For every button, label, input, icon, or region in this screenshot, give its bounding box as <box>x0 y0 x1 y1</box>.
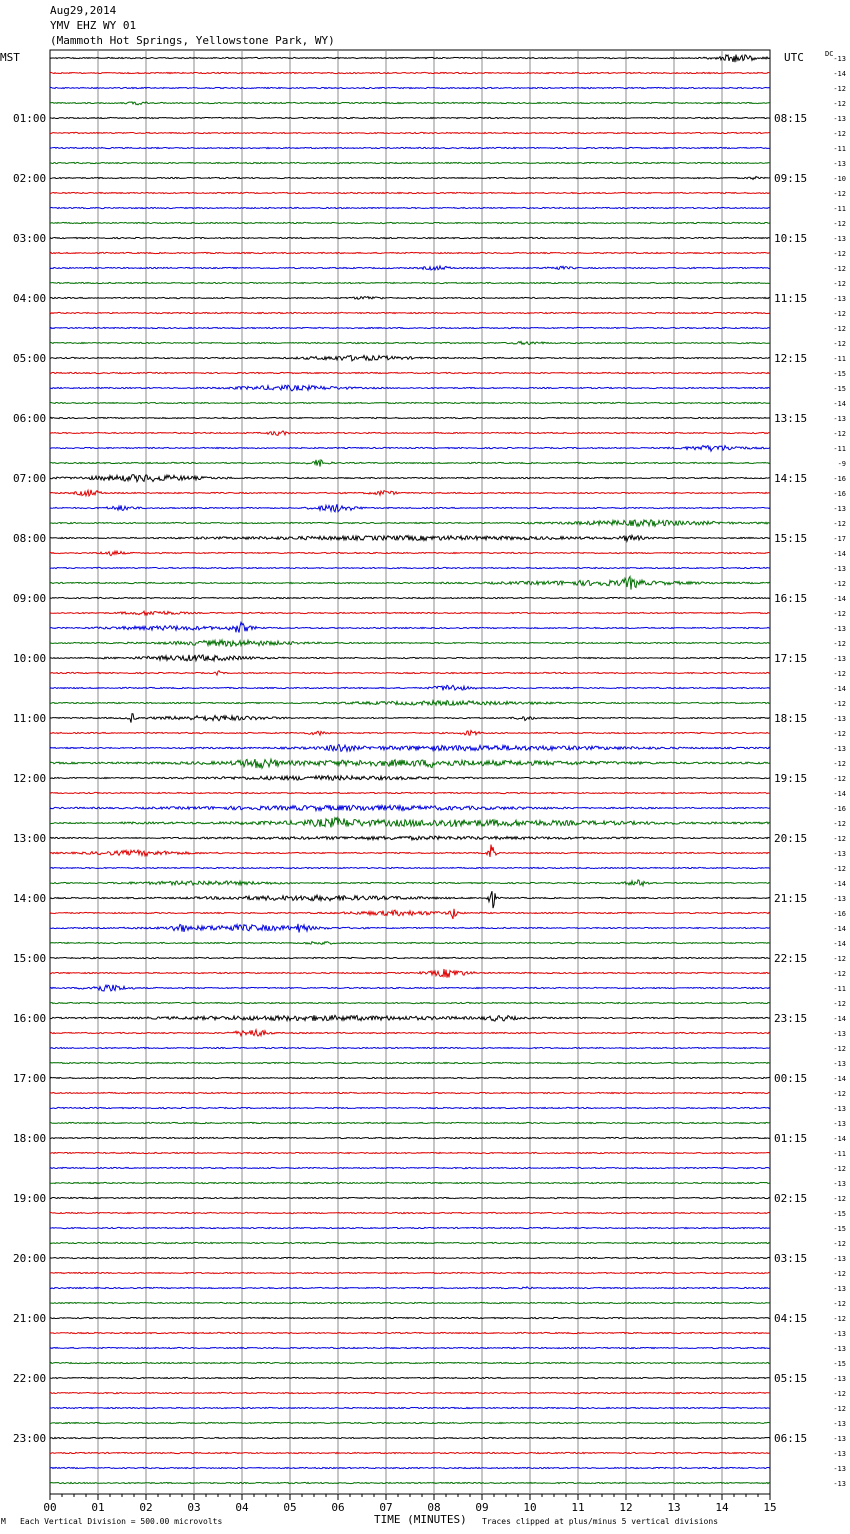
trace-line <box>50 1272 770 1273</box>
utc-hour-labels <box>774 112 807 1445</box>
x-tick-label: 00 <box>43 1501 57 1514</box>
x-tick-label: 05 <box>283 1501 297 1514</box>
dc-offset-label: -12 <box>833 970 846 978</box>
x-tick-label: 02 <box>139 1501 153 1514</box>
dc-offset-label: -13 <box>833 1285 846 1293</box>
trace-line <box>50 266 770 270</box>
trace-line <box>50 385 770 391</box>
mst-hour-label: 07:00 <box>13 472 47 485</box>
trace-line <box>50 1062 770 1063</box>
trace-line <box>50 714 770 723</box>
dc-offset-label: -14 <box>833 925 846 933</box>
utc-hour-label: 23:15 <box>774 1012 808 1025</box>
trace-line <box>50 1002 770 1003</box>
mst-hour-label: 01:00 <box>13 112 47 125</box>
dc-offset-label: -12 <box>833 220 846 228</box>
dc-offset-label: -12 <box>833 1270 846 1278</box>
dc-offset-label: -12 <box>833 100 846 108</box>
dc-offset-label: -16 <box>833 910 846 918</box>
trace-line <box>50 836 770 840</box>
trace-line <box>50 341 770 344</box>
mst-hour-label: 12:00 <box>13 772 47 785</box>
utc-hour-label: 09:15 <box>774 172 808 185</box>
date-title: Aug29,2014 <box>50 4 117 17</box>
trace-line <box>50 1122 770 1123</box>
dc-offset-label: -13 <box>833 235 846 243</box>
utc-hour-label: 15:15 <box>774 532 808 545</box>
dc-offset-label: -10 <box>833 175 846 183</box>
trace-line <box>50 1317 770 1318</box>
dc-offset-label: -12 <box>833 1315 846 1323</box>
trace-line <box>50 446 770 452</box>
utc-hour-label: 11:15 <box>774 292 808 305</box>
trace-line <box>50 1362 770 1363</box>
utc-hour-label: 22:15 <box>774 952 808 965</box>
trace-line <box>50 460 770 467</box>
trace-line <box>50 567 770 568</box>
dc-offset-label: -13 <box>833 745 846 753</box>
trace-line <box>50 132 770 133</box>
dc-offset-label: -13 <box>833 1480 846 1488</box>
trace-line <box>50 1437 770 1438</box>
trace-line <box>50 192 770 193</box>
x-tick-label: 15 <box>763 1501 777 1514</box>
trace-line <box>50 117 770 118</box>
utc-hour-label: 21:15 <box>774 892 808 905</box>
trace-line <box>50 87 770 88</box>
dc-offset-label: -12 <box>833 325 846 333</box>
mst-hour-label: 02:00 <box>13 172 47 185</box>
dc-offset-label: -13 <box>833 715 846 723</box>
dc-offset-label: -14 <box>833 790 846 798</box>
dc-offset-label: -13 <box>833 1345 846 1353</box>
trace-line <box>50 520 770 526</box>
trace-line <box>50 72 770 73</box>
utc-hour-label: 12:15 <box>774 352 808 365</box>
trace-line <box>50 818 770 828</box>
dc-offset-label: -14 <box>833 940 846 948</box>
trace-line <box>50 490 770 496</box>
dc-offset-label: -11 <box>833 985 846 993</box>
trace-line <box>50 177 770 180</box>
dc-offset-label: -12 <box>833 610 846 618</box>
location-title: (Mammoth Hot Springs, Yellowstone Park, WY) <box>50 34 335 47</box>
dc-offset-label: -13 <box>833 565 846 573</box>
dc-offset-label: -12 <box>833 865 846 873</box>
x-axis <box>43 1494 776 1514</box>
trace-line <box>50 1242 770 1243</box>
dc-offset-label: -12 <box>833 1300 846 1308</box>
trace-line <box>50 1347 770 1348</box>
dc-offset-label: -15 <box>833 1225 846 1233</box>
dc-offset-label: -12 <box>833 85 846 93</box>
trace-line <box>50 535 770 541</box>
dc-offset-label: -12 <box>833 340 846 348</box>
footer-mark: M <box>1 1517 6 1526</box>
mst-hour-label: 18:00 <box>13 1132 47 1145</box>
dc-offset-label: -13 <box>833 415 846 423</box>
dc-offset-label: -12 <box>833 430 846 438</box>
x-tick-label: 08 <box>427 1501 441 1514</box>
trace-line <box>50 162 770 163</box>
mst-hour-label: 13:00 <box>13 832 47 845</box>
trace-line <box>50 805 770 810</box>
trace-line <box>50 551 770 556</box>
trace-line <box>50 701 770 706</box>
utc-hour-label: 00:15 <box>774 1072 808 1085</box>
trace-line <box>50 623 770 633</box>
utc-hour-label: 05:15 <box>774 1372 808 1385</box>
mst-hour-label: 14:00 <box>13 892 47 905</box>
dc-offset-label: -15 <box>833 385 846 393</box>
dc-offset-label: -12 <box>833 820 846 828</box>
trace-line <box>50 1047 770 1048</box>
trace-line <box>50 1392 770 1393</box>
dc-axis-label: DC <box>825 50 834 58</box>
dc-offset-label: -14 <box>833 400 846 408</box>
dc-offset-label: -13 <box>833 625 846 633</box>
dc-offset-label: -13 <box>833 1180 846 1188</box>
dc-offset-label: -12 <box>833 280 846 288</box>
dc-offset-label: -12 <box>833 190 846 198</box>
mst-hour-label: 15:00 <box>13 952 47 965</box>
dc-offset-label: -12 <box>833 730 846 738</box>
trace-line <box>50 685 770 690</box>
dc-offset-label: -13 <box>833 1450 846 1458</box>
trace-line <box>50 207 770 208</box>
x-tick-label: 10 <box>523 1501 537 1514</box>
trace-line <box>50 1182 770 1183</box>
mst-hour-label: 11:00 <box>13 712 47 725</box>
dc-offset-label: -12 <box>833 1165 846 1173</box>
dc-offset-label: -16 <box>833 490 846 498</box>
dc-offset-label: -12 <box>833 1000 846 1008</box>
dc-offset-label: -12 <box>833 250 846 258</box>
mst-hour-labels <box>13 112 46 1445</box>
utc-hour-label: 01:15 <box>774 1132 808 1145</box>
x-axis-label: TIME (MINUTES) <box>374 1513 467 1526</box>
dc-offset-label: -12 <box>833 1045 846 1053</box>
dc-offset-label: -15 <box>833 1210 846 1218</box>
x-tick-label: 13 <box>667 1501 681 1514</box>
mst-hour-label: 03:00 <box>13 232 47 245</box>
trace-line <box>50 577 770 590</box>
x-tick-label: 14 <box>715 1501 729 1514</box>
trace-line <box>50 1077 770 1078</box>
dc-offset-label: -13 <box>833 1060 846 1068</box>
x-tick-label: 01 <box>91 1501 105 1514</box>
dc-offset-label: -13 <box>833 160 846 168</box>
trace-line <box>50 55 770 63</box>
dc-offset-label: -13 <box>833 1465 846 1473</box>
utc-hour-label: 13:15 <box>774 412 808 425</box>
trace-line <box>50 222 770 223</box>
mst-hour-label: 21:00 <box>13 1312 47 1325</box>
dc-offset-label: -12 <box>833 265 846 273</box>
x-tick-label: 04 <box>235 1501 249 1514</box>
utc-hour-label: 02:15 <box>774 1192 808 1205</box>
dc-offset-label: -17 <box>833 535 846 543</box>
dc-offset-label: -13 <box>833 1120 846 1128</box>
trace-line <box>50 1227 770 1228</box>
seismic-traces <box>50 55 770 1484</box>
dc-offset-label: -12 <box>833 700 846 708</box>
utc-hour-label: 20:15 <box>774 832 808 845</box>
x-tick-label: 11 <box>571 1501 585 1514</box>
trace-line <box>50 880 770 886</box>
trace-line <box>50 909 770 919</box>
mst-hour-label: 04:00 <box>13 292 47 305</box>
trace-line <box>50 252 770 253</box>
mst-hour-label: 20:00 <box>13 1252 47 1265</box>
dc-offset-label: -12 <box>833 1195 846 1203</box>
dc-offset-label: -13 <box>833 1375 846 1383</box>
mst-hour-label: 19:00 <box>13 1192 47 1205</box>
dc-offset-label: -12 <box>833 1240 846 1248</box>
dc-offset-label: -12 <box>833 955 846 963</box>
dc-offset-label: -14 <box>833 550 846 558</box>
trace-line <box>50 504 770 512</box>
plot-frame <box>50 50 770 1494</box>
utc-hour-label: 17:15 <box>774 652 808 665</box>
dc-offset-label: -13 <box>833 655 846 663</box>
footer-clip-note: Traces clipped at plus/minus 5 vertical divisions <box>482 1517 719 1526</box>
trace-line <box>50 671 770 675</box>
utc-hour-label: 10:15 <box>774 232 808 245</box>
trace-line <box>50 1377 770 1378</box>
trace-line <box>50 792 770 793</box>
trace-line <box>50 1257 770 1258</box>
utc-hour-label: 18:15 <box>774 712 808 725</box>
mst-hour-label: 05:00 <box>13 352 47 365</box>
trace-line <box>50 1107 770 1108</box>
dc-offset-label: -11 <box>833 1150 846 1158</box>
mst-hour-label: 06:00 <box>13 412 47 425</box>
trace-line <box>50 745 770 752</box>
dc-offset-label: -16 <box>833 475 846 483</box>
dc-offset-label: -9 <box>837 460 846 468</box>
trace-line <box>50 597 770 598</box>
trace-line <box>50 282 770 283</box>
dc-offset-label: -12 <box>833 1390 846 1398</box>
trace-line <box>50 611 770 615</box>
dc-offset-label: -12 <box>833 640 846 648</box>
trace-line <box>50 845 770 857</box>
trace-line <box>50 1332 770 1333</box>
trace-line <box>50 957 770 958</box>
utc-hour-label: 16:15 <box>774 592 808 605</box>
mst-hour-label: 17:00 <box>13 1072 47 1085</box>
trace-line <box>50 867 770 868</box>
mst-hour-label: 09:00 <box>13 592 47 605</box>
utc-hour-label: 06:15 <box>774 1432 808 1445</box>
trace-line <box>50 655 770 661</box>
trace-line <box>50 1212 770 1213</box>
utc-hour-label: 19:15 <box>774 772 808 785</box>
dc-offset-label: -13 <box>833 295 846 303</box>
dc-offset-label: -14 <box>833 1075 846 1083</box>
trace-line <box>50 297 770 300</box>
x-tick-label: 06 <box>331 1501 345 1514</box>
trace-line <box>50 1452 770 1453</box>
trace-line <box>50 1030 770 1036</box>
trace-line <box>50 475 770 482</box>
dc-offset-label: -12 <box>833 775 846 783</box>
trace-line <box>50 969 770 978</box>
dc-offset-label: -12 <box>833 130 846 138</box>
trace-line <box>50 891 770 908</box>
x-tick-label: 03 <box>187 1501 201 1514</box>
dc-offset-label: -12 <box>833 520 846 528</box>
dc-offset-label: -12 <box>833 580 846 588</box>
mst-hour-label: 16:00 <box>13 1012 47 1025</box>
dc-offset-label: -13 <box>833 1030 846 1038</box>
dc-offset-label: -13 <box>833 1105 846 1113</box>
dc-offset-label: -13 <box>833 895 846 903</box>
grid-lines <box>50 50 770 1494</box>
dc-offset-label: -12 <box>833 1405 846 1413</box>
dc-offset-label: -16 <box>833 805 846 813</box>
dc-offset-label: -13 <box>833 505 846 513</box>
dc-offset-label: -13 <box>833 1435 846 1443</box>
dc-offset-label: -14 <box>833 70 846 78</box>
mst-hour-label: 10:00 <box>13 652 47 665</box>
dc-offset-label: -14 <box>833 1135 846 1143</box>
utc-axis-label: UTC <box>784 51 804 64</box>
trace-line <box>50 1287 770 1289</box>
trace-line <box>50 1302 770 1303</box>
trace-line <box>50 237 770 238</box>
dc-offset-label: -13 <box>833 1330 846 1338</box>
trace-line <box>50 1407 770 1408</box>
trace-line <box>50 1422 770 1423</box>
dc-offset-label: -12 <box>833 835 846 843</box>
x-tick-label: 12 <box>619 1501 633 1514</box>
trace-line <box>50 1015 770 1021</box>
dc-offset-label: -11 <box>833 355 846 363</box>
utc-hour-label: 08:15 <box>774 112 808 125</box>
trace-line <box>50 942 770 945</box>
dc-offset-labels <box>833 55 846 1488</box>
utc-hour-label: 03:15 <box>774 1252 808 1265</box>
dc-offset-label: -14 <box>833 880 846 888</box>
trace-line <box>50 1152 770 1153</box>
mst-axis-label: MST <box>0 51 20 64</box>
dc-offset-label: -12 <box>833 310 846 318</box>
x-tick-label: 07 <box>379 1501 393 1514</box>
dc-offset-label: -13 <box>833 850 846 858</box>
trace-line <box>50 356 770 361</box>
trace-line <box>50 417 770 418</box>
trace-line <box>50 147 770 148</box>
trace-line <box>50 776 770 781</box>
trace-line <box>50 1137 770 1138</box>
dc-offset-label: -15 <box>833 1360 846 1368</box>
utc-hour-label: 14:15 <box>774 472 808 485</box>
dc-offset-label: -15 <box>833 370 846 378</box>
trace-line <box>50 102 770 105</box>
mst-hour-label: 22:00 <box>13 1372 47 1385</box>
dc-offset-label: -12 <box>833 1090 846 1098</box>
station-title: YMV EHZ WY 01 <box>50 19 137 32</box>
dc-offset-label: -14 <box>833 685 846 693</box>
trace-line <box>50 924 770 933</box>
dc-offset-label: -12 <box>833 670 846 678</box>
trace-line <box>50 431 770 436</box>
dc-offset-label: -11 <box>833 205 846 213</box>
trace-line <box>50 312 770 313</box>
trace-line <box>50 327 770 328</box>
mst-hour-label: 08:00 <box>13 532 47 545</box>
trace-line <box>50 1197 770 1198</box>
dc-offset-label: -13 <box>833 115 846 123</box>
dc-offset-label: -11 <box>833 445 846 453</box>
utc-hour-label: 04:15 <box>774 1312 808 1325</box>
x-tick-label: 09 <box>475 1501 489 1514</box>
mst-hour-label: 23:00 <box>13 1432 47 1445</box>
trace-line <box>50 1167 770 1168</box>
trace-line <box>50 640 770 646</box>
trace-line <box>50 985 770 991</box>
dc-offset-label: -13 <box>833 1255 846 1263</box>
trace-line <box>50 1482 770 1483</box>
trace-line <box>50 759 770 768</box>
dc-offset-label: -11 <box>833 145 846 153</box>
dc-offset-label: -14 <box>833 595 846 603</box>
dc-offset-label: -13 <box>833 1420 846 1428</box>
trace-line <box>50 731 770 736</box>
footer-scale: Each Vertical Division = 500.00 microvolts <box>20 1517 223 1526</box>
trace-line <box>50 402 770 403</box>
dc-offset-label: -12 <box>833 760 846 768</box>
dc-offset-label: -13 <box>833 55 846 63</box>
trace-line <box>50 1092 770 1093</box>
trace-line <box>50 372 770 373</box>
dc-offset-label: -14 <box>833 1015 846 1023</box>
trace-line <box>50 1467 770 1468</box>
